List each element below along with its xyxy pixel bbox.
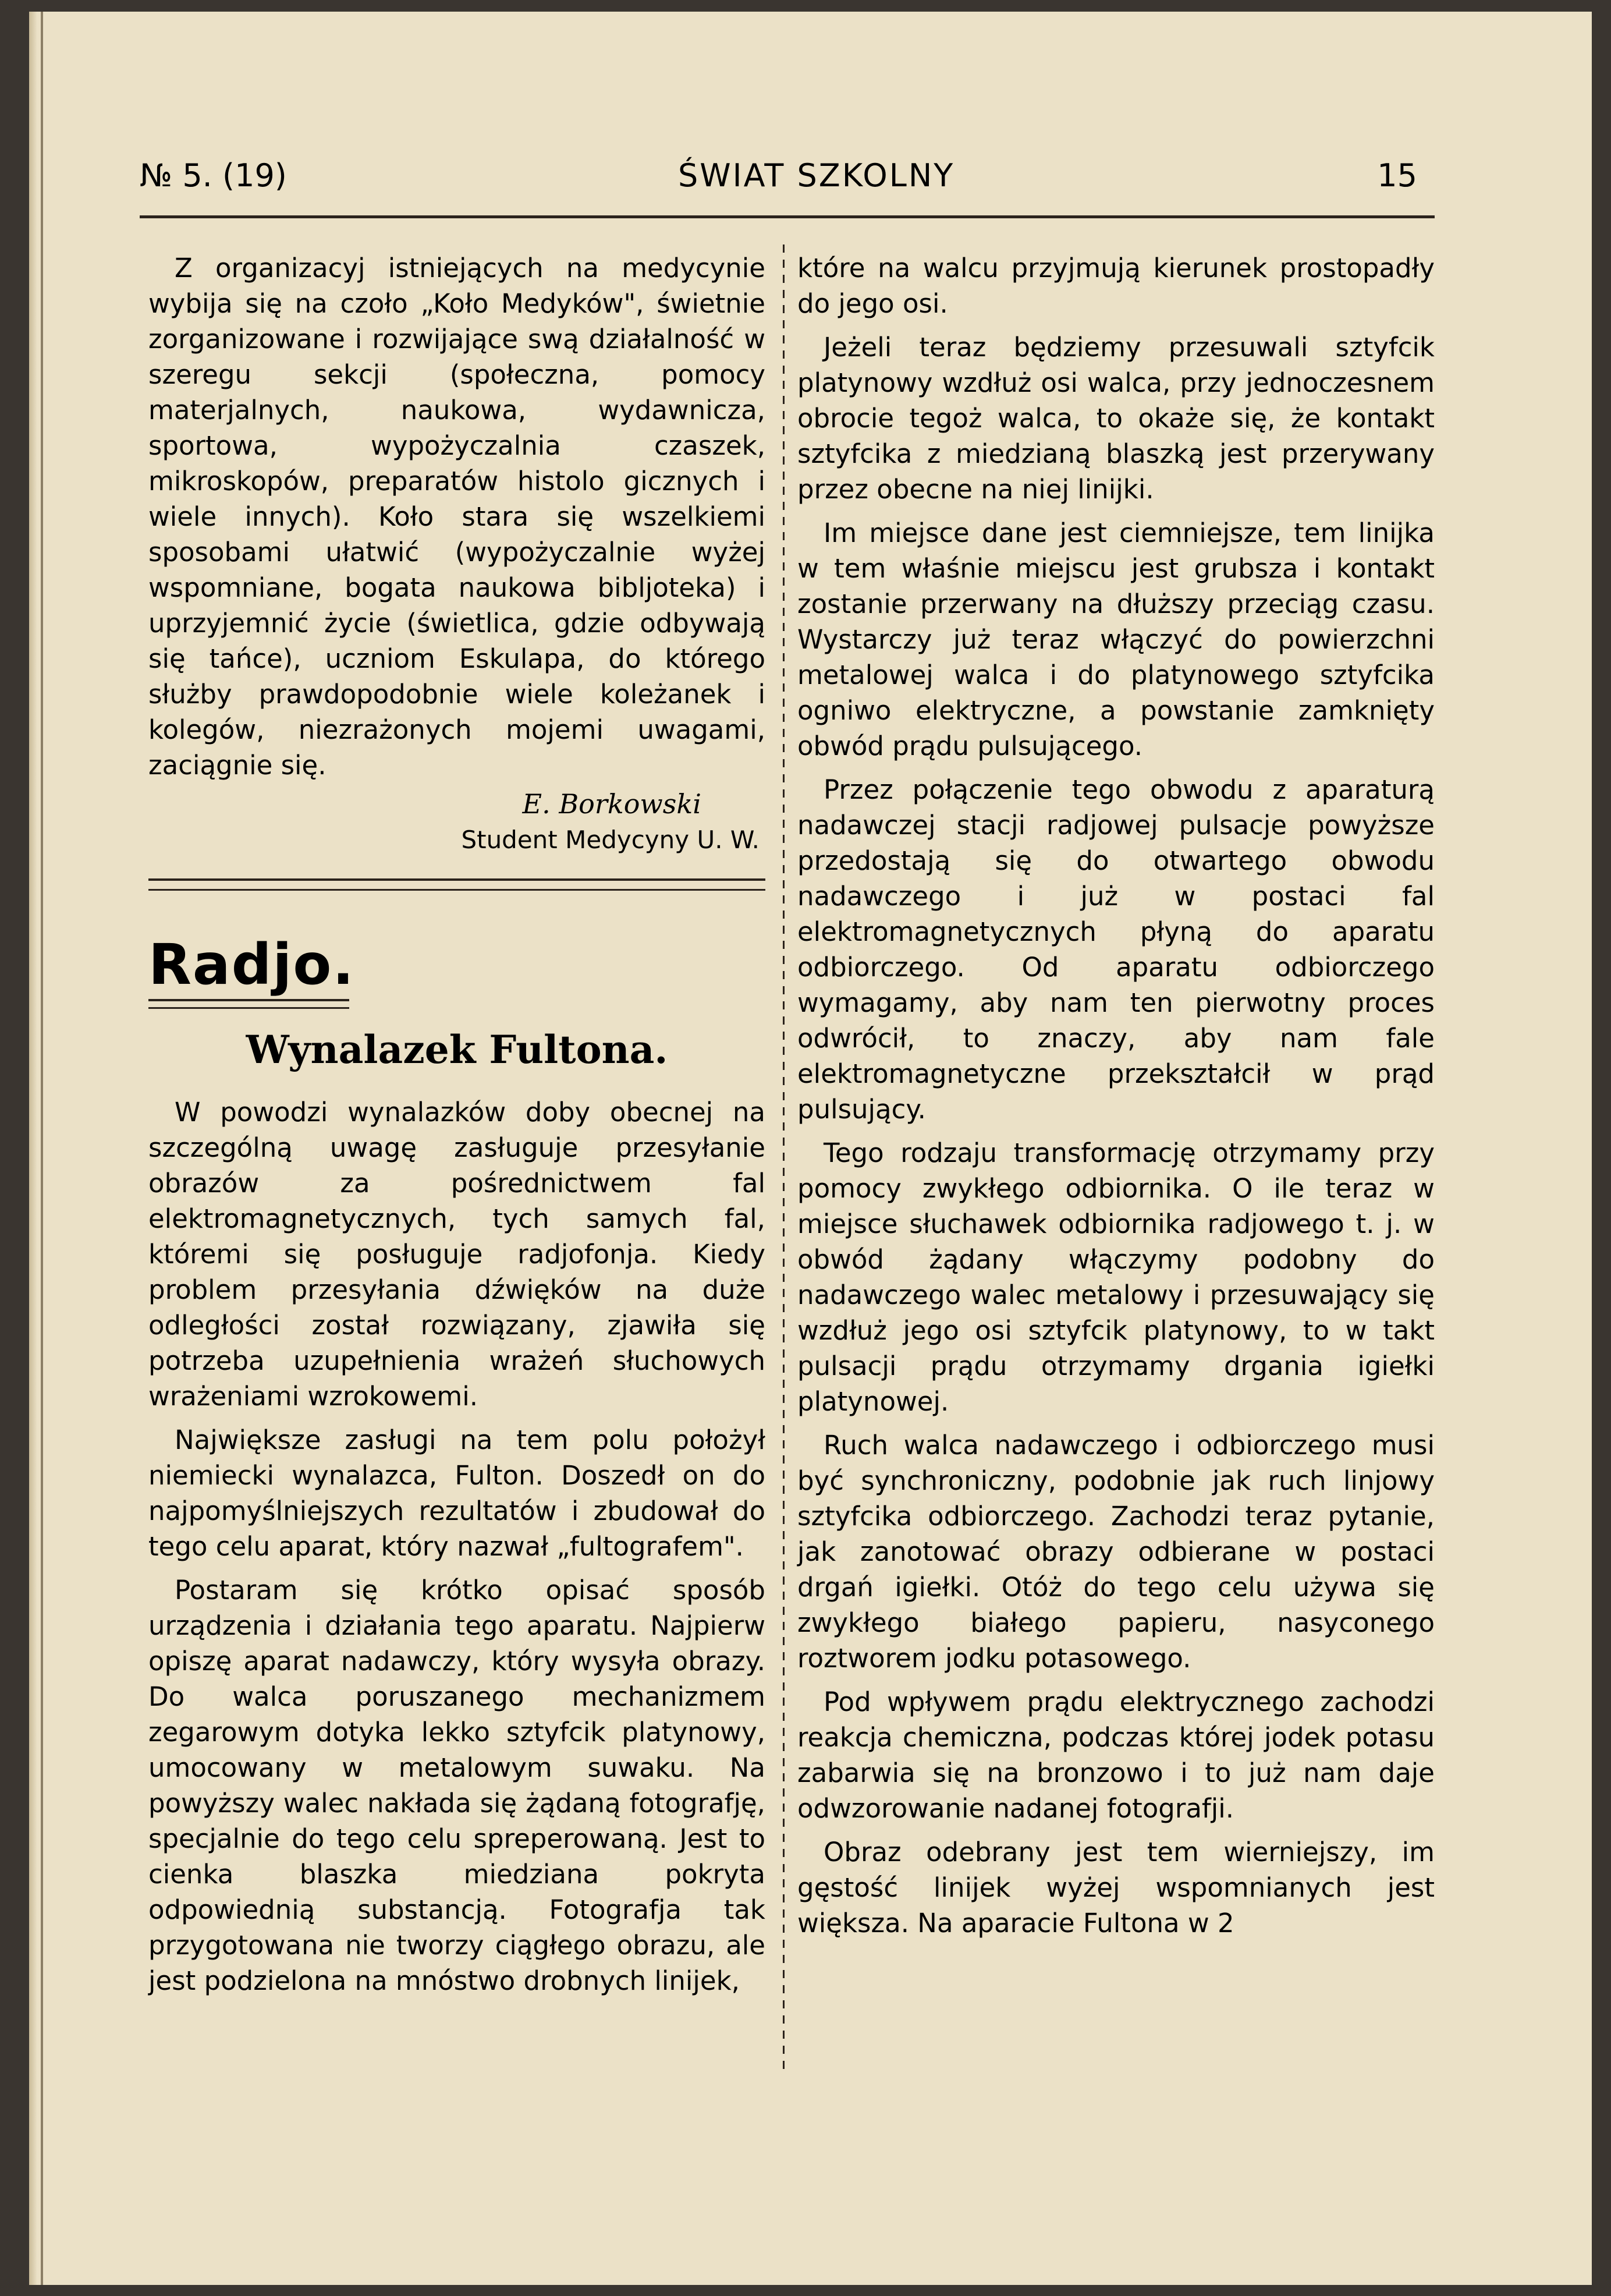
right-column xyxy=(797,250,1435,1941)
article-paragraph: Pod wpływem prądu elektrycznego zachodzi reakcja chemiczna, podczas której jodek potasu zabarwia się na bronzowo i to już nam daje odwzorowanie nadanej fotografji. xyxy=(797,1686,1435,1824)
article-paragraph: Ruch walca nadawczego i odbiorczego musi być synchroniczny, podobnie jak ruch linjowy sztyfcika odbiorczego. Zachodzi teraz pytanie, jak zanotować obrazy odbierane w postaci drgań igiełki. Otóż do tego celu używa się zwykłego białego papieru, nasyconego roztworem jodku potasowego. xyxy=(797,1430,1435,1674)
left-column xyxy=(148,250,765,1999)
article-title: Wynalazek Fultona. xyxy=(246,1027,668,1072)
intro-paragraph: Z organizacyj istniejących na medycynie wybija się na czoło „Koło Medyków", świetnie zorganizowane i rozwijające swą działalność w szeregu sekcji (społeczna, pomocy materjalnych, naukowa, wydawnicza, sportowa, wypożyczalnia czaszek, mikroskopów, preparatów histolo gicznych i wiele innych). Koło stara się wszelkiemi sposobami ułatwić (wypożyczalnie wyżej wspomniane, bogata naukowa bibljoteka) i uprzyjemnić życie (świetlica, gdzie odbywają się tańce), uczniom Eskulapa, do którego służby prawdopodobnie wiele koleżanek i kolegów, niezrażonych mojemi uwagami, zaciągnie się. xyxy=(148,253,765,781)
issue-number: № 5. (19) xyxy=(140,157,287,194)
article-paragraph: Obraz odebrany jest tem wierniejszy, im gęstość linijek wyżej wspomnianych jest większa. Na aparacie Fultona w 2 xyxy=(797,1837,1435,1939)
section-separator xyxy=(148,878,765,891)
section-title: Radjo. xyxy=(148,932,355,997)
article-paragraph: Postaram się krótko opisać sposób urządzenia i działania tego aparatu. Najpierw opiszę aparat nadawczy, który wysyła obrazy. Do walca poruszanego mechanizmem zegarowym dotyka lekko sztyfcik platynowy, umocowany w metalowym suwaku. Na powyższy walec nakłada się żądaną fotografję, specjalnie do tego celu spreperowaną. Jest to cienka blaszka miedziana pokryta odpowiednią substancją. Fotografja tak przygotowana nie tworzy ciągłego obrazu, ale jest podzielona na mnóstwo drobnych linijek, xyxy=(148,1575,765,1996)
article-paragraph: W powodzi wynalazków doby obecnej na szczególną uwagę zasługuje przesyłanie obrazów za pośrednictwem fal elektromagnetycznych, tych samych fal, któremi się posługuje radjofonja. Kiedy problem przesyłania dźwięków na duże odległości został rozwiązany, zjawiła się potrzeba uzupełnienia wrażeń słuchowych wrażeniami wzrokowemi. xyxy=(148,1097,765,1412)
author-signature: E. Borkowski xyxy=(522,788,701,820)
column-divider xyxy=(783,245,785,2072)
article-paragraph: Przez połączenie tego obwodu z aparaturą nadawczej stacji radjowej pulsacje powyższe przedostają się do otwartego obwodu nadawczego i już w postaci fal elektromagnetycznych płyną do aparatu odbiorczego. Od aparatu odbiorczego wymagamy, aby nam ten pierwotny proces odwrócił, to znaczy, aby nam fale elektromagnetyczne przekształcił w prąd pulsujący. xyxy=(797,774,1435,1125)
article-paragraph: Im miejsce dane jest ciemniejsze, tem linijka w tem właśnie miejscu jest grubsza i kontakt zostanie przerwany na dłuższy przeciąg czasu. Wystarczy już teraz włączyć do powierzchni metalowej walca i do platynowego sztyfcika ogniwo elektryczne, a powstanie zamknięty obwód prądu pulsującego. xyxy=(797,518,1435,761)
page-number: 15 xyxy=(1377,157,1417,194)
running-header xyxy=(140,157,1435,210)
journal-title: ŚWIAT SZKOLNY xyxy=(678,157,955,194)
page-edge-shadow xyxy=(29,12,37,2285)
article-paragraph: Tego rodzaju transformację otrzymamy przy pomocy zwykłego odbiornika. O ile teraz w miejsce słuchawek odbiornika radjowego t. j. w obwód żądany włączymy podobny do nadawczego walec metalowy i przesuwający się wzdłuż jego osi sztyfcik platynowy, to w takt pulsacji prądu otrzymamy drgania igiełki platynowej. xyxy=(797,1138,1435,1417)
section-title-underline xyxy=(148,999,349,1009)
article-paragraph: Największe zasługi na tem polu położył niemiecki wynalazca, Fulton. Doszedł on do najpomyślniejszych rezultatów i zbudował do tego celu aparat, który nazwał „fultografem". xyxy=(148,1425,765,1562)
continued-paragraph: które na walcu przyjmują kierunek prostopadły do jego osi. xyxy=(797,253,1435,319)
binding-line xyxy=(41,12,43,2285)
author-affiliation: Student Medycyny U. W. xyxy=(461,825,760,854)
header-rule xyxy=(140,215,1435,218)
article-paragraph: Jeżeli teraz będziemy przesuwali sztyfcik platynowy wzdłuż osi walca, przy jednoczesnem obrocie tegoż walca, to okaże się, że kontakt sztyfcika z miedzianą blaszką jest przerywany przez obecne na niej linijki. xyxy=(797,332,1435,505)
